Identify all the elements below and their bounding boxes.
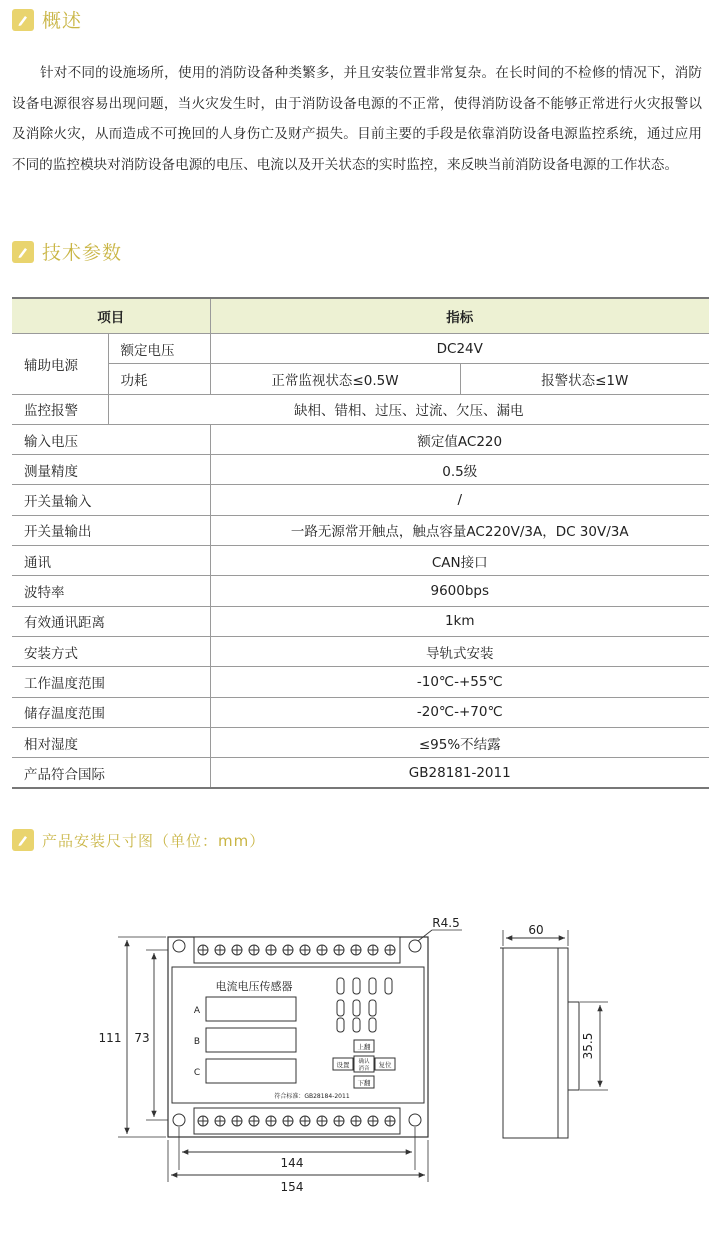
power-alarm: 报警状态≤1W (460, 364, 709, 394)
spec-table (12, 297, 709, 789)
display-b (206, 1028, 296, 1052)
row-label: 产品符合国际 (12, 758, 210, 789)
power-normal: 正常监视状态≤0.5W (210, 364, 460, 394)
up-button-label: 上翻 (357, 1043, 371, 1051)
table-row (12, 758, 709, 789)
row-value: 9600bps (210, 576, 709, 606)
power-label: 功耗 (108, 364, 210, 394)
table-row (12, 364, 709, 394)
table-row (12, 394, 709, 424)
device-title: 电流电压传感器 (215, 980, 293, 993)
row-value: ≤95%不结露 (210, 727, 709, 757)
overview-paragraph: 针对不同的设施场所，使用的消防设备种类繁多，并且安装位置非常复杂。在长时间的不检修的情况下，消防设备电源很容易出现问题，当火灾发生时，由于消防设备电源的不正常，使得消防设备不能够正常进行火灾报警以及消除火灾，从而造成不可挽回的人身伤亡及财产损失。目前主要的手段是依靠消防设备电源监控系统，通过应用不同的监控模块对消防设备电源的电压、电流以及开关状态的实时监控，来反映当前消防设备电源的工作状态。 (12, 65, 702, 173)
display-label-a: A (193, 1006, 201, 1016)
row-value: 0.5级 (210, 455, 709, 485)
table-row (12, 636, 709, 666)
row-value: CAN接口 (210, 546, 709, 576)
row-value: GB28181-2011 (210, 758, 709, 789)
dimension-drawing (0, 900, 712, 1220)
table-row (12, 727, 709, 757)
dimensions-title: 产品安装尺寸图（单位：mm） (42, 831, 266, 850)
dim-width-outer: 154 (280, 1180, 304, 1194)
row-label: 通讯 (12, 546, 210, 576)
header-spec: 指标 (210, 298, 709, 334)
row-label: 开关量输出 (12, 515, 210, 545)
row-value: 1km (210, 606, 709, 636)
row-label: 工作温度范围 (12, 667, 210, 697)
params-title: 技术参数 (42, 242, 123, 264)
row-label: 输入电压 (12, 424, 210, 454)
params-heading (12, 238, 122, 265)
dimensions-heading (12, 829, 265, 851)
dim-side-height: 35.5 (581, 1032, 595, 1060)
side-view-panel (558, 948, 568, 1138)
down-button-label: 下翻 (357, 1079, 371, 1087)
rated-voltage-value: DC24V (210, 334, 709, 364)
row-value: 缺相、错相、过压、过流、欠压、漏电 (108, 394, 709, 424)
row-value: / (210, 485, 709, 515)
confirm-button-label-1: 确认 (358, 1059, 370, 1065)
reset-button-label: 复位 (378, 1061, 392, 1069)
dim-height-inner: 73 (134, 1031, 150, 1045)
dim-width-inner: 144 (280, 1156, 304, 1170)
row-value: 导轨式安装 (210, 636, 709, 666)
table-row (12, 576, 709, 606)
table-row (12, 424, 709, 454)
dim-side-depth: 60 (528, 923, 544, 937)
table-row (12, 546, 709, 576)
dim-radius: R4.5 (432, 916, 460, 930)
overview-heading (12, 6, 82, 33)
table-row (12, 485, 709, 515)
row-label: 监控报警 (12, 394, 108, 424)
side-view-rail (568, 1002, 579, 1090)
pencil-icon (12, 9, 34, 31)
display-label-b: B (193, 1037, 201, 1047)
display-label-c: C (193, 1068, 201, 1078)
row-value: -10℃-+55℃ (210, 667, 709, 697)
row-value: -20℃-+70℃ (210, 697, 709, 727)
overview-title: 概述 (42, 10, 83, 32)
confirm-button-label-2: 消音 (358, 1066, 370, 1072)
table-row (12, 667, 709, 697)
row-label: 测量精度 (12, 455, 210, 485)
table-row (12, 515, 709, 545)
table-row (12, 606, 709, 636)
set-button-label: 设置 (336, 1061, 350, 1069)
table-row (12, 334, 709, 364)
table-row (12, 697, 709, 727)
pencil-icon (12, 829, 34, 851)
pencil-icon (12, 241, 34, 263)
table-header-row (12, 298, 709, 334)
row-label: 相对湿度 (12, 727, 210, 757)
row-label: 有效通讯距离 (12, 606, 210, 636)
row-label: 安装方式 (12, 636, 210, 666)
header-item: 项目 (12, 298, 210, 334)
rated-voltage-label: 额定电压 (108, 334, 210, 364)
display-a (206, 997, 296, 1021)
row-value: 额定值AC220 (210, 424, 709, 454)
row-label: 开关量输入 (12, 485, 210, 515)
table-row (12, 455, 709, 485)
display-c (206, 1059, 296, 1083)
aux-power-label: 辅助电源 (12, 334, 108, 395)
dim-height-outer: 111 (98, 1031, 122, 1045)
row-label: 波特率 (12, 576, 210, 606)
side-view-body (503, 948, 558, 1138)
standard-label: 符合标准：GB28184-2011 (274, 1093, 350, 1100)
row-value: 一路无源常开触点，触点容量AC220V/3A，DC 30V/3A (210, 515, 709, 545)
row-label: 储存温度范围 (12, 697, 210, 727)
